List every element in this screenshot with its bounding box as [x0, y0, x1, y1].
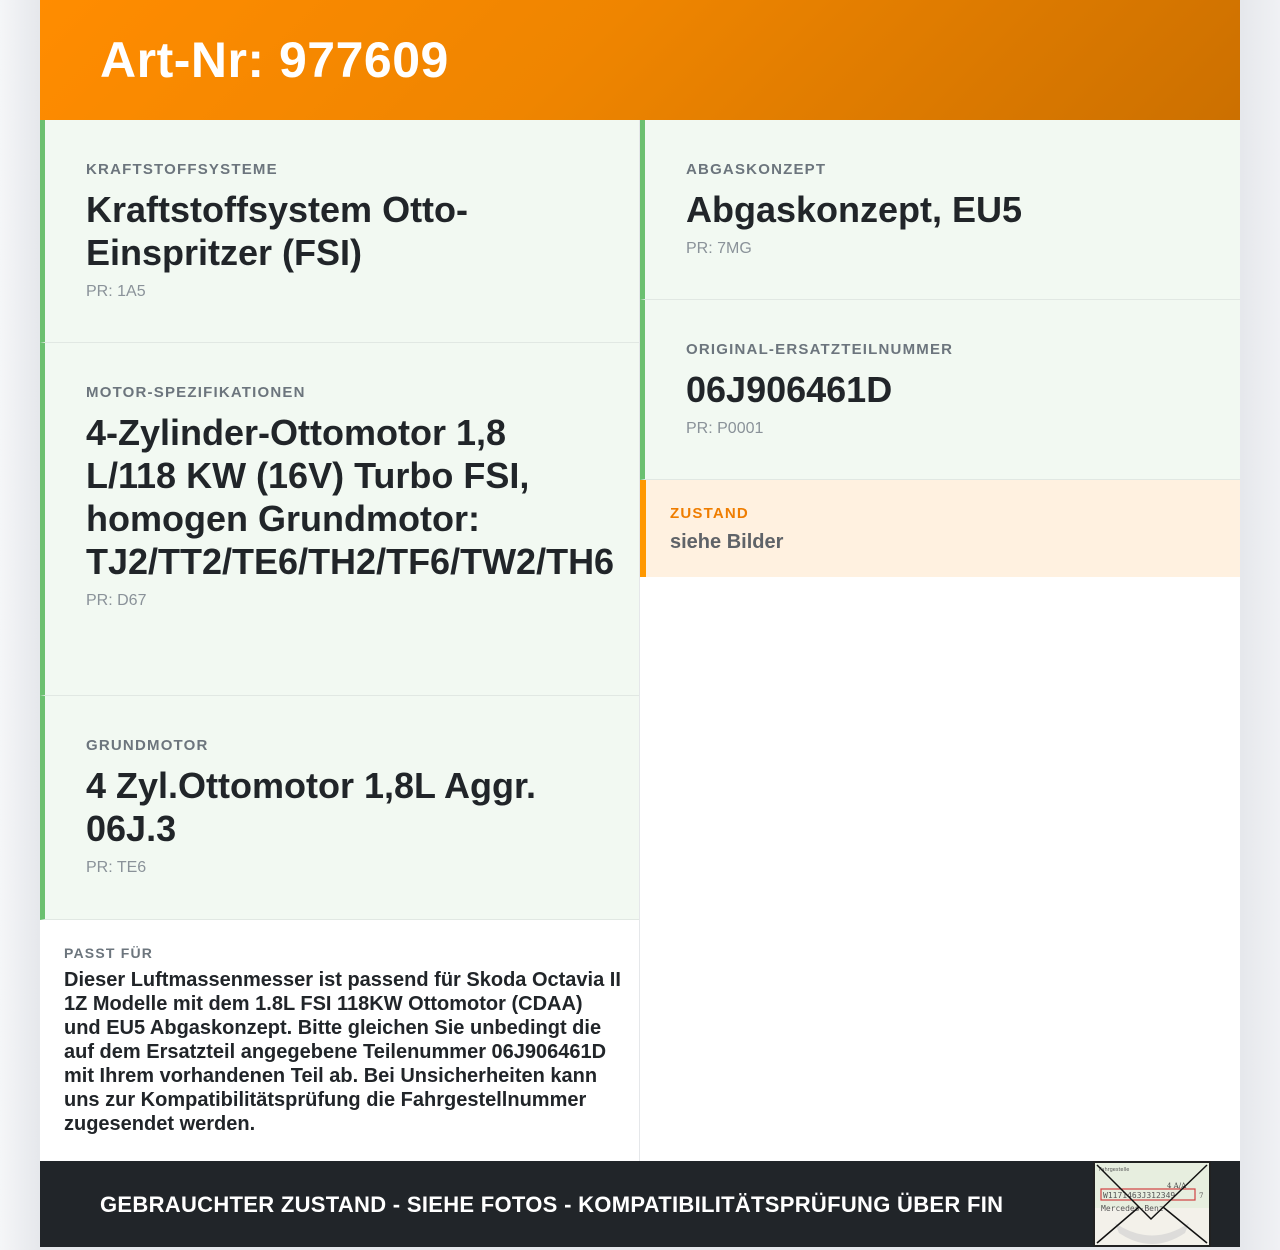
fits-label: PASST FÜR	[64, 945, 154, 961]
footer-banner	[40, 1161, 1240, 1247]
product-sheet	[40, 0, 1240, 1247]
spec-value: Abgaskonzept, EU5	[686, 189, 1023, 230]
spec-card-oem-number	[640, 300, 1240, 480]
svg-text:4 A/A: 4 A/A	[1167, 1182, 1187, 1190]
spec-card-emission	[640, 120, 1240, 300]
svg-text:Mercedes-Benz: Mercedes-Benz	[1101, 1204, 1164, 1213]
condition-card	[640, 480, 1240, 577]
condition-label: ZUSTAND	[670, 505, 749, 522]
svg-text:Fahrgestelle: Fahrgestelle	[1099, 1167, 1130, 1173]
spec-grid	[40, 120, 1240, 1161]
spec-card-base-engine	[40, 696, 639, 920]
spec-label: MOTOR-SPEZIFIKATIONEN	[86, 384, 306, 401]
right-column	[640, 120, 1240, 1161]
spec-pr-code: PR: 7MG	[686, 240, 752, 257]
spec-pr-code: PR: TE6	[86, 859, 147, 876]
spec-label: GRUNDMOTOR	[86, 737, 209, 754]
svg-text:W1171463J312349: W1171463J312349	[1103, 1191, 1176, 1200]
svg-text:7: 7	[1199, 1192, 1204, 1200]
footer-banner-text: GEBRAUCHTER ZUSTAND - SIEHE FOTOS - KOMPATIBILITÄTSPRÜFUNG ÜBER FIN	[100, 1191, 1004, 1217]
spec-pr-code: PR: 1A5	[86, 283, 146, 300]
article-number-title: Art-Nr: 977609	[100, 32, 449, 88]
fits-description: Dieser Luftmassenmesser ist passend für Skoda Octavia II 1Z Modelle mit dem 1.8L FSI 118KW Ottomotor (CDAA) und EU5 Abgaskonzept. Bitte gleichen Sie unbedingt die auf dem Ersatzteil angegebene Teilenummer 06J906461D mit Ihrem vorhandenen Teil ab. Bei Unsicherheiten kann uns zur Kompatibilitätsprüfung die Fahrgestellnummer zugesendet werden.	[64, 969, 621, 1135]
spec-pr-code: PR: D67	[86, 592, 147, 609]
spec-label: ABGASKONZEPT	[686, 161, 827, 178]
header	[40, 0, 1240, 120]
spec-label: ORIGINAL-ERSATZTEILNUMMER	[686, 341, 954, 358]
spec-pr-code: PR: P0001	[686, 420, 764, 437]
spec-card-engine-specs	[40, 343, 639, 696]
left-column	[40, 120, 640, 1161]
spec-value: 4 Zyl.Ottomotor 1,8L Aggr. 06J.3	[86, 765, 537, 849]
fits-section	[40, 920, 639, 1161]
spec-value: 06J906461D	[686, 369, 893, 410]
spec-value: 4-Zylinder-Ottomotor 1,8 L/118 KW (16V) Turbo FSI, homogen Grundmotor: TJ2/TT2/TE6/TH2/TF6/TW2/TH6	[86, 412, 615, 582]
spec-value: Kraftstoffsystem Otto-Einspritzer (FSI)	[86, 189, 469, 273]
spec-card-fuel-system	[40, 120, 639, 343]
condition-value: siehe Bilder	[670, 531, 784, 553]
spec-label: KRAFTSTOFFSYSTEME	[86, 161, 278, 178]
fin-envelope-icon	[1093, 1161, 1211, 1247]
